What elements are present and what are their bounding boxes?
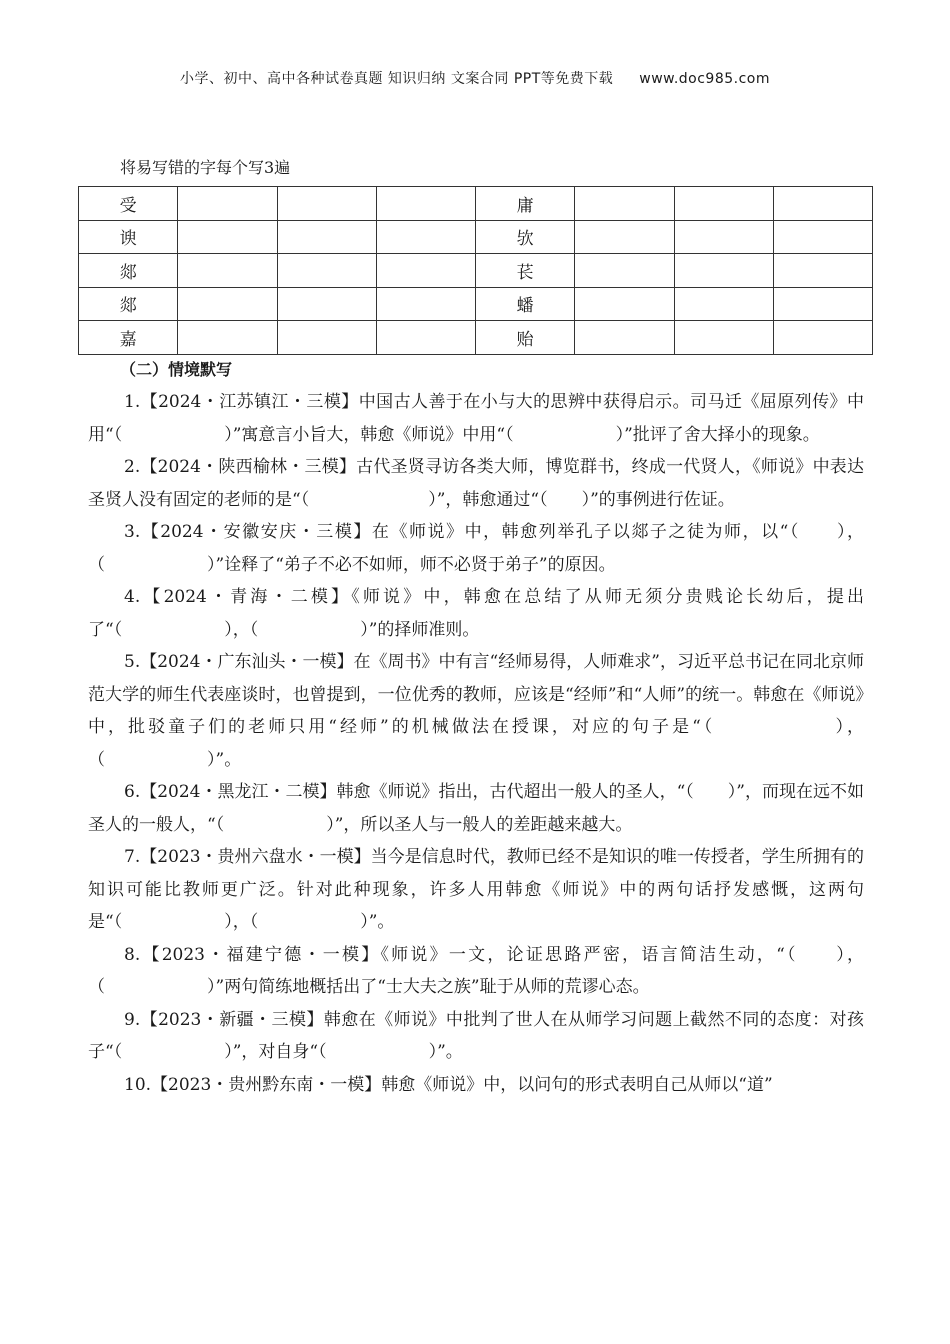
question-item (88, 841, 864, 939)
question-source-tag: 【2024・陕西榆林・三模】 (140, 457, 357, 477)
question-text: 在《周书》中有言“经师易得，人师难求”，习近平总书记在同北京师范大学的师生代表座谈时，也曾提到，一位优秀的教师，应该是“经师”和“人师”的统一。韩愈在《师说》中，批驳童子们的老师只用“经师”的机械做法在授课，对应的句子是“（ ），（ ）”。 (88, 652, 864, 770)
write-cell (376, 220, 475, 254)
write-cell (178, 254, 277, 288)
question-text: 古代圣贤寻访各类大师，博览群书，终成一代贤人，《师说》中表达圣贤人没有固定的老师的是“（ ）”，韩愈通过“（ ）”的事例进行佐证。 (88, 457, 865, 510)
question-item (88, 776, 864, 841)
question-number: 8. (124, 944, 141, 965)
question-number: 2. (124, 457, 141, 477)
write-cell (178, 287, 277, 321)
write-cell (376, 187, 475, 221)
practice-char: 谀 (79, 220, 178, 254)
question-source-tag: 【2024・江苏镇江・三模】 (140, 392, 359, 412)
question-source-tag: 【2023・新疆・三模】 (140, 1009, 324, 1030)
table-row (79, 287, 873, 321)
practice-char: 贻 (476, 321, 575, 355)
question-number: 1. (124, 392, 141, 412)
practice-char: 苌 (476, 254, 575, 288)
write-cell (575, 254, 674, 288)
write-cell (277, 187, 376, 221)
page-header (0, 68, 950, 88)
question-source-tag: 【2024・广东汕头・一模】 (140, 652, 354, 672)
question-number: 4. (124, 587, 141, 607)
write-cell (376, 287, 475, 321)
write-cell (178, 220, 277, 254)
question-source-tag: 【2023・福建宁德・一模】 (140, 944, 381, 965)
header-site: www.doc985.com (639, 71, 771, 87)
question-text: 《师说》中，韩愈在总结了从师无须分贵贱论长幼后，提出了“（ ），（ ）”的择师准则。 (88, 587, 865, 640)
question-text: 《师说》一文，论证思路严密，语言简洁生动，“（ ），（ ）”两句简练地概括出了“士大夫之族”耻于从师的荒谬心态。 (88, 944, 864, 997)
write-cell (773, 187, 872, 221)
question-number: 9. (124, 1009, 141, 1030)
write-cell (277, 220, 376, 254)
question-source-tag: 【2024・青海・二模】 (140, 587, 352, 607)
write-cell (277, 254, 376, 288)
question-source-tag: 【2023・贵州六盘水・一模】 (140, 847, 371, 867)
write-cell (674, 187, 773, 221)
practice-char: 受 (79, 187, 178, 221)
question-item (88, 451, 864, 516)
write-cell (376, 321, 475, 355)
question-item (88, 581, 864, 646)
write-cell (674, 220, 773, 254)
write-cell (277, 287, 376, 321)
write-cell (376, 254, 475, 288)
practice-char: 庸 (476, 187, 575, 221)
section-title: （二）情境默写 (120, 360, 233, 379)
question-number: 7. (124, 847, 141, 867)
question-text: 韩愈在《师说》中批判了世人在从师学习问题上截然不同的态度：对孩子“（ ）”，对自身“（ ）”。 (88, 1009, 864, 1062)
write-cell (178, 187, 277, 221)
question-item (88, 386, 864, 451)
write-cell (674, 321, 773, 355)
table-row (79, 321, 873, 355)
question-number: 10. (124, 1074, 152, 1095)
write-cell (575, 187, 674, 221)
write-cell (674, 287, 773, 321)
write-cell (773, 287, 872, 321)
table-row (79, 254, 873, 288)
table-row (79, 220, 873, 254)
practice-instruction: 将易写错的字每个写3遍 (120, 158, 291, 177)
write-cell (773, 220, 872, 254)
question-text: 当今是信息时代，教师已经不是知识的唯一传授者，学生所拥有的知识可能比教师更广泛。针对此种现象，许多人用韩愈《师说》中的两句话抒发感慨，这两句是“（ ），（ ）”。 (88, 847, 864, 932)
write-cell (674, 254, 773, 288)
practice-table (78, 186, 873, 355)
write-cell (575, 287, 674, 321)
question-text: 韩愈《师说》中，以问句的形式表明自己从师以“道” (381, 1074, 773, 1095)
practice-char: 蟠 (476, 287, 575, 321)
write-cell (575, 321, 674, 355)
question-text: 在《师说》中，韩愈列举孔子以郯子之徒为师，以“（ ），（ ）”诠释了“弟子不必不如师，师不必贤于弟子”的原因。 (88, 522, 864, 575)
question-item (88, 516, 864, 581)
practice-char: 嘉 (79, 321, 178, 355)
practice-char: 郯 (79, 287, 178, 321)
practice-char: 欤 (476, 220, 575, 254)
question-source-tag: 【2023・贵州黔东南・一模】 (151, 1074, 382, 1095)
write-cell (773, 321, 872, 355)
write-cell (178, 321, 277, 355)
practice-char: 郯 (79, 254, 178, 288)
question-number: 5. (124, 652, 141, 672)
question-item (88, 646, 864, 776)
question-list (88, 386, 864, 1101)
question-text: 韩愈《师说》指出，古代超出一般人的圣人，“（ ）”，而现在远不如圣人的一般人，“（ ）”，所以圣人与一般人的差距越来越大。 (88, 782, 864, 835)
question-item (88, 1069, 864, 1102)
table-row (79, 187, 873, 221)
question-item (88, 939, 864, 1004)
question-item (88, 1004, 864, 1069)
question-source-tag: 【2024・黑龙江・二模】 (140, 782, 337, 802)
write-cell (575, 220, 674, 254)
question-source-tag: 【2024・安徽安庆・三模】 (140, 522, 372, 542)
question-text: 中国古人善于在小与大的思辨中获得启示。司马迁《屈原列传》中用“（ ）”寓意言小旨大，韩愈《师说》中用“（ ）”批评了舍大择小的现象。 (88, 392, 864, 445)
write-cell (277, 321, 376, 355)
write-cell (773, 254, 872, 288)
question-number: 6. (124, 782, 141, 802)
question-number: 3. (124, 522, 141, 542)
header-text: 小学、初中、高中各种试卷真题 知识归纳 文案合同 PPT等免费下载 (179, 71, 614, 87)
